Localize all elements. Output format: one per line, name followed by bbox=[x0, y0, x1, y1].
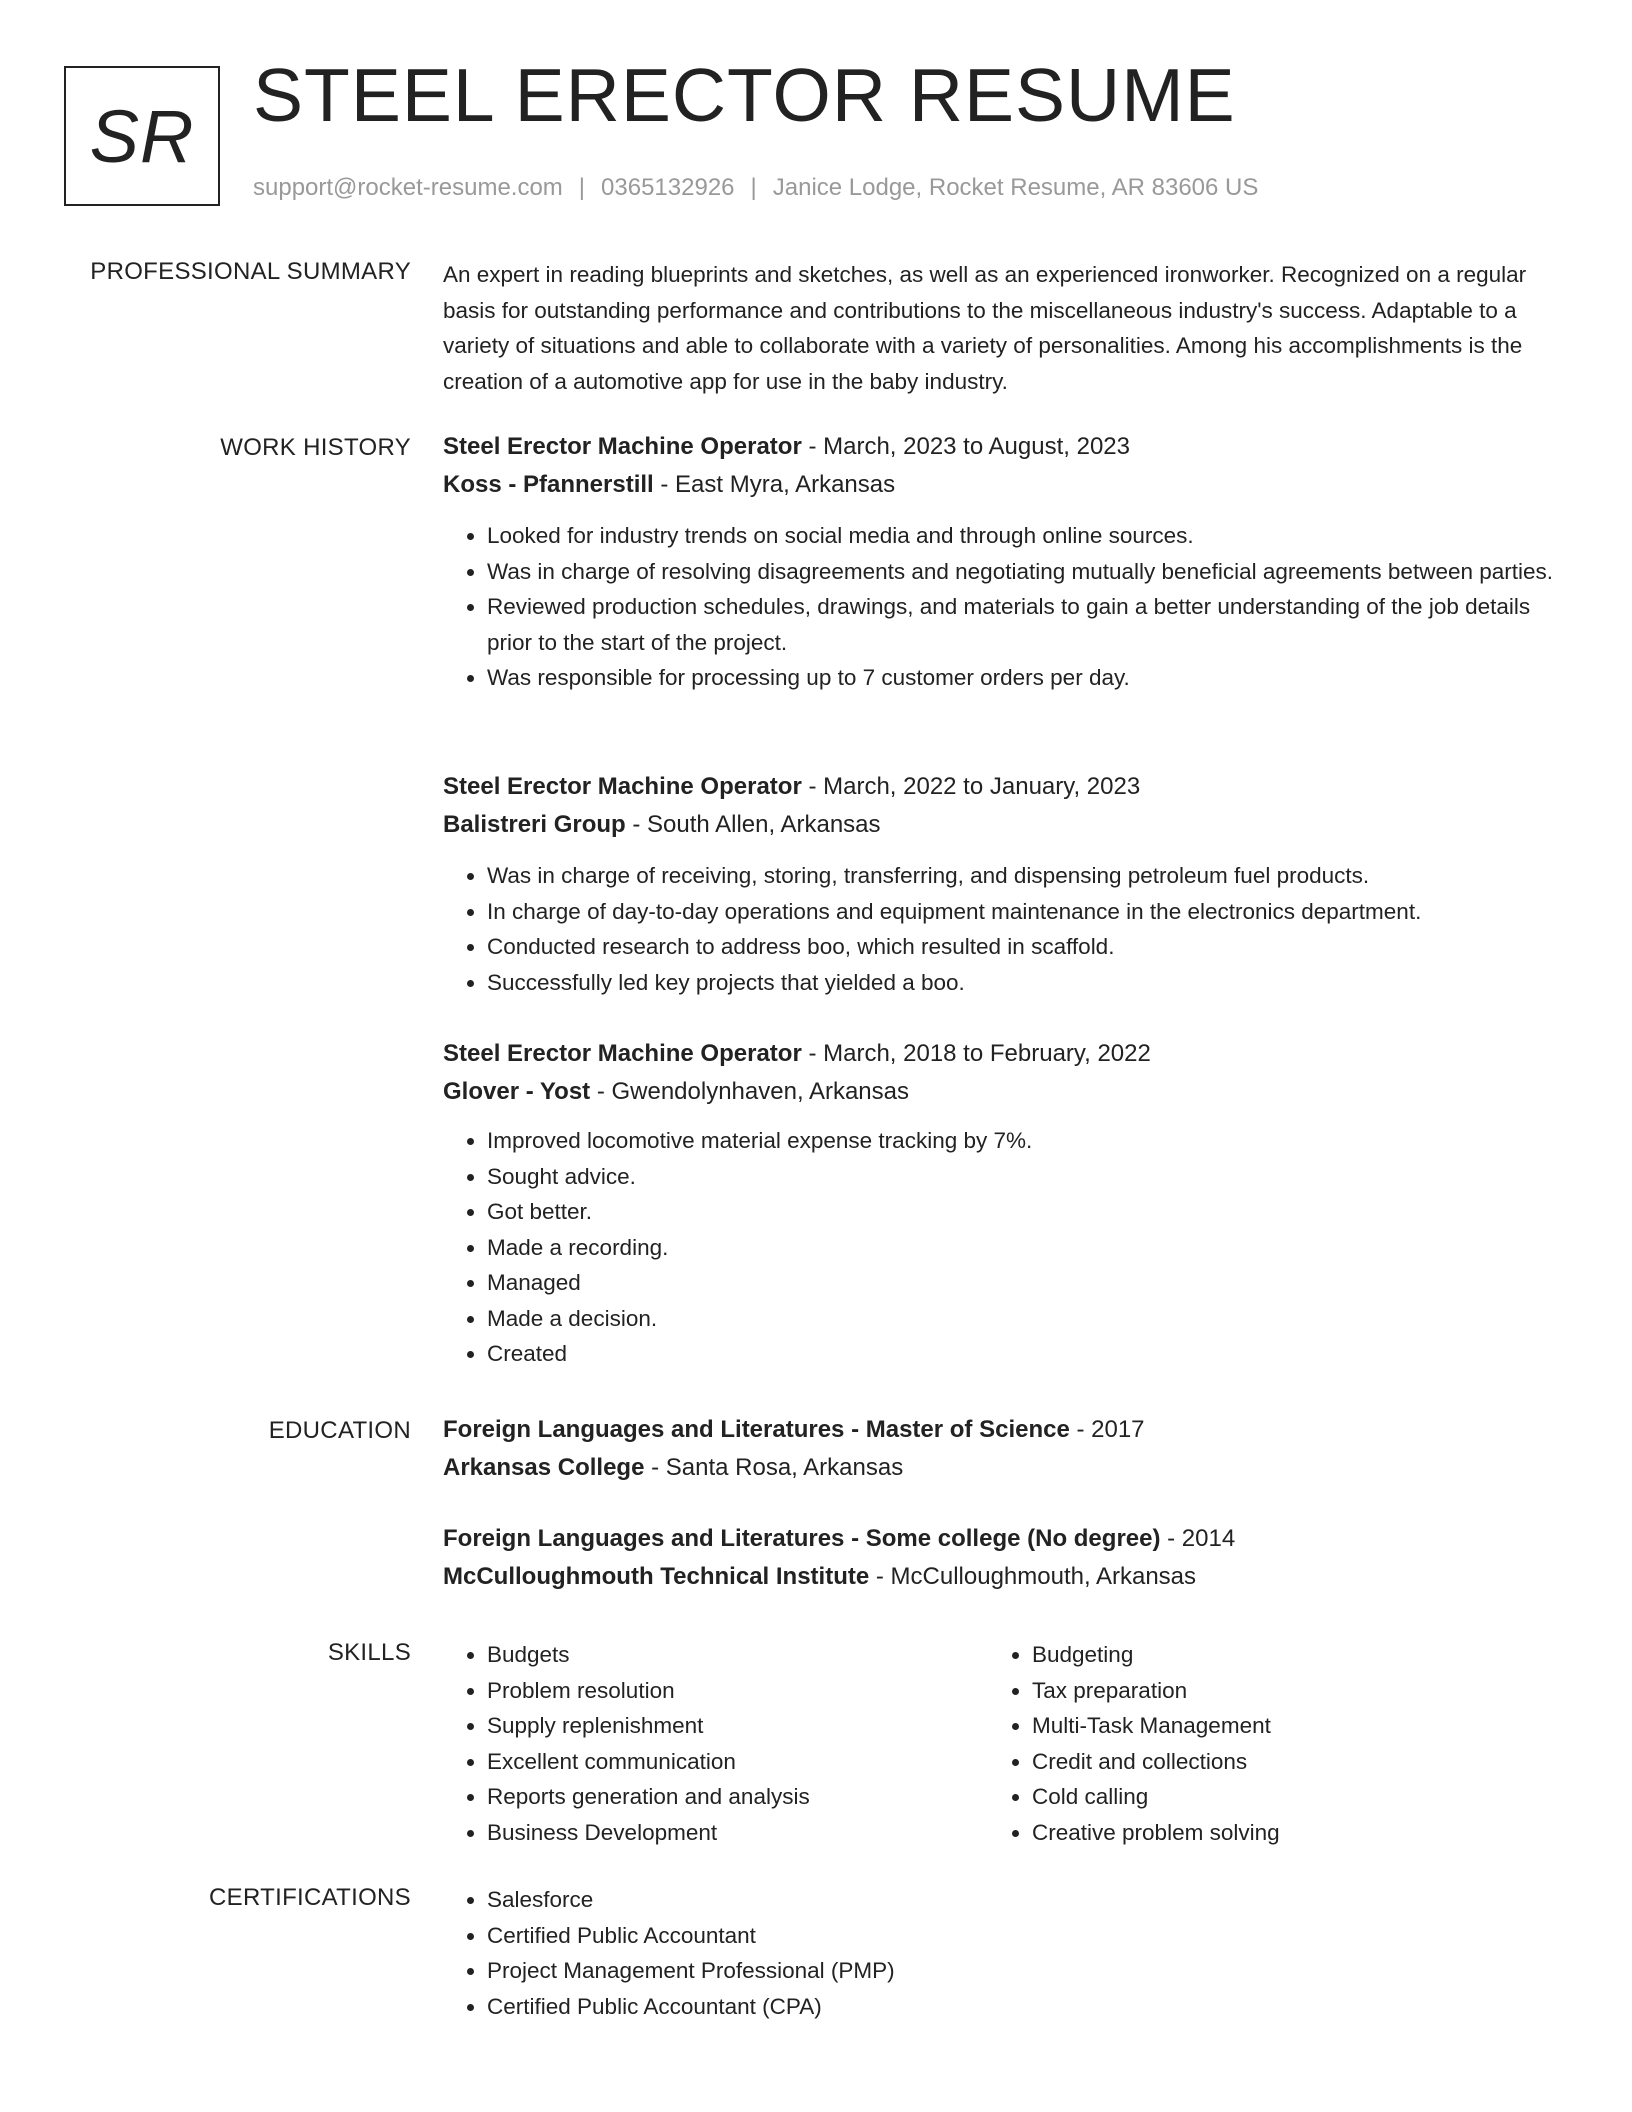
job-bullet: • Improved locomotive material expense tracking by 7%. bbox=[487, 1123, 1558, 1159]
job-bullet: • Successfully led key projects that yielded a boo. bbox=[487, 965, 1558, 1001]
contact-line bbox=[253, 174, 1258, 202]
job-bullet: • Conducted research to address boo, which resulted in scaffold. bbox=[487, 929, 1558, 965]
job-entry bbox=[443, 1035, 1558, 1372]
skills-heading: SKILLS bbox=[327, 1639, 411, 1666]
skills-list bbox=[988, 1637, 1280, 1850]
job-bullets bbox=[443, 1123, 1558, 1372]
job-bullet: • Was in charge of resolving disagreements and negotiating mutually beneficial agreements between parties. bbox=[487, 554, 1558, 590]
education-school: Arkansas College bbox=[443, 1454, 645, 1481]
skill-item: • Problem resolution bbox=[487, 1673, 810, 1709]
skills-column-left bbox=[443, 1637, 810, 1850]
job-bullet: • Reviewed production schedules, drawings, and materials to gain a better understanding of the job details prior to the start of the project. bbox=[487, 589, 1558, 660]
job-company: Koss - Pfannerstill bbox=[443, 471, 654, 498]
skill-item: • Budgeting bbox=[1032, 1637, 1280, 1673]
certifications-list bbox=[443, 1882, 895, 2024]
job-bullet: • Got better. bbox=[487, 1194, 1558, 1230]
skills-column-right bbox=[988, 1637, 1280, 1850]
job-company-line bbox=[443, 1073, 1558, 1111]
job-title-line bbox=[443, 1035, 1558, 1073]
skill-item: • Cold calling bbox=[1032, 1779, 1280, 1815]
contact-address: Janice Lodge, Rocket Resume, AR 83606 US bbox=[772, 174, 1259, 201]
summary-body bbox=[443, 257, 1558, 399]
job-company-line bbox=[443, 806, 1558, 844]
certifications-heading: CERTIFICATIONS bbox=[209, 1884, 411, 1911]
summary-text: An expert in reading blueprints and sketches, as well as an experienced ironworker. Recognized on a regular basis for outstanding performance and contributions to the miscellaneous industry's success. Adaptable to a variety of situations and able to collaborate with a variety of personalities. Among his accomplishments is the creation of a automotive app for use in the baby industry. bbox=[443, 262, 1527, 394]
education-school-line bbox=[443, 1449, 1558, 1487]
certification-item: • Salesforce bbox=[487, 1882, 895, 1918]
job-bullets bbox=[443, 518, 1558, 696]
contact-phone: 0365132926 bbox=[601, 174, 735, 201]
contact-email: support@rocket-resume.com bbox=[253, 174, 563, 201]
job-location: - East Myra, Arkansas bbox=[653, 471, 896, 498]
job-bullet: • Looked for industry trends on social media and through online sources. bbox=[487, 518, 1558, 554]
skill-item: • Budgets bbox=[487, 1637, 810, 1673]
job-bullet: • Sought advice. bbox=[487, 1159, 1558, 1195]
job-location: - Gwendolynhaven, Arkansas bbox=[590, 1078, 909, 1105]
education-year: - 2014 bbox=[1160, 1525, 1236, 1552]
work-history-heading: WORK HISTORY bbox=[220, 434, 411, 461]
job-company-line bbox=[443, 466, 1558, 504]
education-degree-line bbox=[443, 1411, 1558, 1449]
education-year: - 2017 bbox=[1069, 1416, 1145, 1443]
contact-separator: | bbox=[578, 174, 586, 201]
job-bullet: • Made a decision. bbox=[487, 1301, 1558, 1337]
monogram-badge: SR bbox=[64, 66, 220, 206]
skill-item: • Excellent communication bbox=[487, 1744, 810, 1780]
education-degree-line bbox=[443, 1520, 1558, 1558]
education-entry bbox=[443, 1411, 1558, 1487]
job-bullet: • In charge of day-to-day operations and equipment maintenance in the electronics department. bbox=[487, 894, 1558, 930]
job-company: Glover - Yost bbox=[443, 1078, 591, 1105]
skill-item: • Tax preparation bbox=[1032, 1673, 1280, 1709]
job-bullets bbox=[443, 858, 1558, 1000]
summary-heading: PROFESSIONAL SUMMARY bbox=[90, 258, 411, 285]
education-location: - Santa Rosa, Arkansas bbox=[644, 1454, 904, 1481]
certifications-column bbox=[443, 1882, 895, 2024]
job-title-line bbox=[443, 768, 1558, 806]
certification-item: • Project Management Professional (PMP) bbox=[487, 1953, 895, 1989]
skill-item: • Reports generation and analysis bbox=[487, 1779, 810, 1815]
skill-item: • Creative problem solving bbox=[1032, 1815, 1280, 1851]
job-company: Balistreri Group bbox=[443, 811, 626, 838]
job-title-line bbox=[443, 428, 1558, 466]
job-title: Steel Erector Machine Operator bbox=[443, 1040, 802, 1067]
skill-item: • Business Development bbox=[487, 1815, 810, 1851]
job-dates: - March, 2022 to January, 2023 bbox=[801, 773, 1141, 800]
job-bullet: • Made a recording. bbox=[487, 1230, 1558, 1266]
job-bullet: • Managed bbox=[487, 1265, 1558, 1301]
job-dates: - March, 2018 to February, 2022 bbox=[801, 1040, 1151, 1067]
contact-separator: | bbox=[750, 174, 757, 201]
education-degree: Foreign Languages and Literatures - Some college (No degree) bbox=[443, 1525, 1161, 1552]
education-entry bbox=[443, 1520, 1558, 1596]
education-school: McCulloughmouth Technical Institute bbox=[443, 1563, 870, 1590]
job-bullet: • Created bbox=[487, 1336, 1558, 1372]
education-heading: EDUCATION bbox=[268, 1417, 411, 1444]
job-title: Steel Erector Machine Operator bbox=[443, 433, 802, 460]
certification-item: • Certified Public Accountant (CPA) bbox=[487, 1989, 895, 2025]
education-location: - McCulloughmouth, Arkansas bbox=[869, 1563, 1197, 1590]
skill-item: • Multi-Task Management bbox=[1032, 1708, 1280, 1744]
skills-list bbox=[443, 1637, 810, 1850]
skill-item: • Supply replenishment bbox=[487, 1708, 810, 1744]
education-school-line bbox=[443, 1558, 1558, 1596]
job-location: - South Allen, Arkansas bbox=[625, 811, 881, 838]
job-bullet: • Was responsible for processing up to 7 customer orders per day. bbox=[487, 660, 1558, 696]
job-entry bbox=[443, 428, 1558, 696]
resume-title: STEEL ERECTOR RESUME bbox=[253, 53, 1236, 137]
job-bullet: • Was in charge of receiving, storing, transferring, and dispensing petroleum fuel products. bbox=[487, 858, 1558, 894]
skill-item: • Credit and collections bbox=[1032, 1744, 1280, 1780]
job-dates: - March, 2023 to August, 2023 bbox=[801, 433, 1130, 460]
certification-item: • Certified Public Accountant bbox=[487, 1918, 895, 1954]
job-entry bbox=[443, 768, 1558, 1000]
education-degree: Foreign Languages and Literatures - Master of Science bbox=[443, 1416, 1070, 1443]
job-title: Steel Erector Machine Operator bbox=[443, 773, 802, 800]
